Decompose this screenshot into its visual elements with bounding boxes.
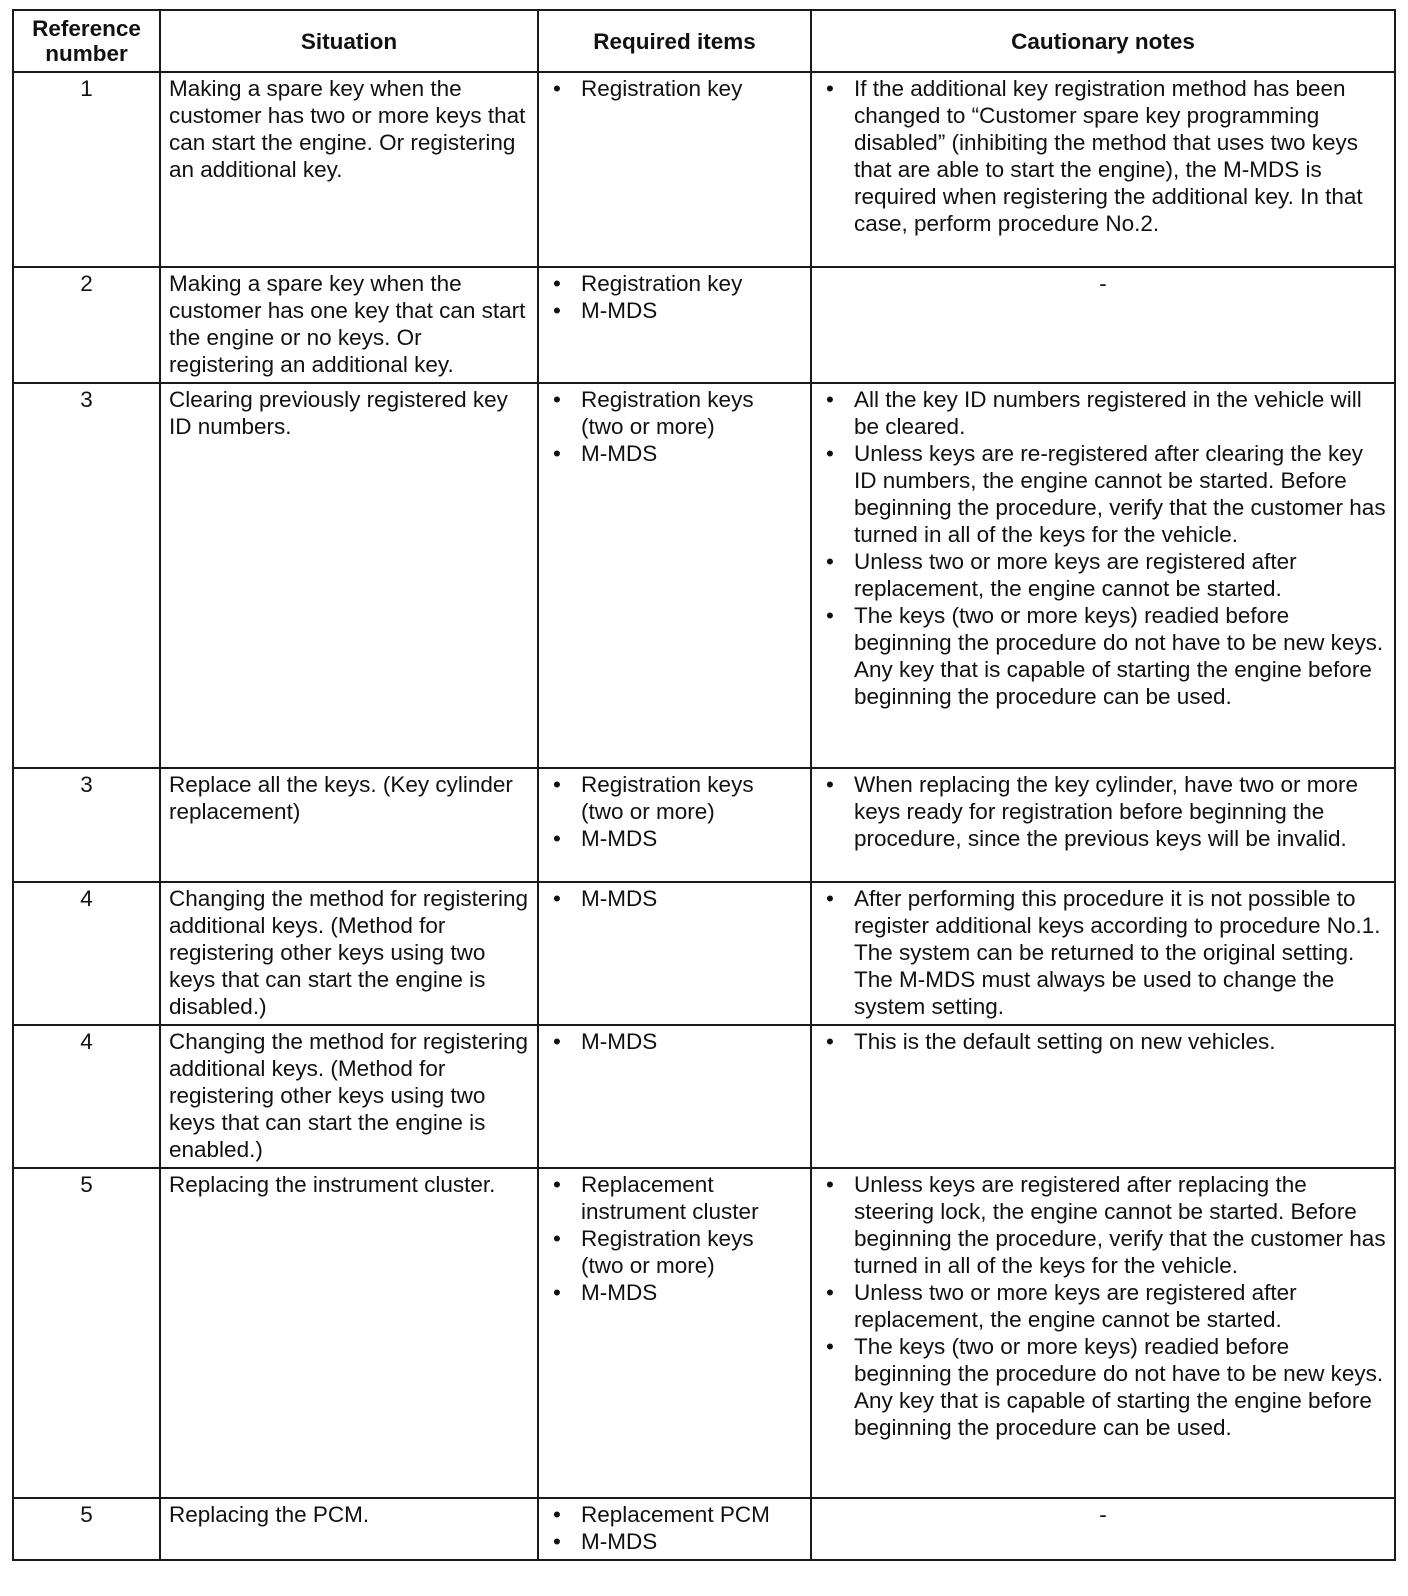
cautionary-notes-cell [811,1168,1395,1498]
situation-cell: Changing the method for registering additional keys. (Method for registering other keys using two keys that can start the engine is enabled.) [160,1025,538,1168]
list-item: • Unless two or more keys are registered after replacement, the engine cannot be started. [820,548,1386,602]
cautionary-notes-cell: - [811,267,1395,383]
situation-cell: Replacing the instrument cluster. [160,1168,538,1498]
list-item: • Unless keys are registered after replacing the steering lock, the engine cannot be started. Before beginning the procedure, verify that the customer has turned in all of the keys for the vehicle. [820,1171,1386,1279]
required-items-list [547,771,802,852]
list-item: • M-MDS [547,1528,802,1555]
list-item: • The keys (two or more keys) readied before beginning the procedure do not have to be new keys. Any key that is capable of starting the engine before beginning the procedure can be used. [820,1333,1386,1441]
reference-number-cell: 3 [13,768,160,882]
reference-number-cell: 5 [13,1498,160,1560]
required-items-cell [538,267,811,383]
situation-cell: Changing the method for registering additional keys. (Method for registering other keys using two keys that can start the engine is disabled.) [160,882,538,1025]
list-item: • If the additional key registration method has been changed to “Customer spare key programming disabled” (inhibiting the method that uses two keys that are able to start the engine), the M-MDS is required when registering the additional key. In that case, perform procedure No.2. [820,75,1386,237]
list-item: • Replacement instrument cluster [547,1171,802,1225]
list-item: • This is the default setting on new vehicles. [820,1028,1386,1055]
list-item: • M-MDS [547,885,802,912]
reference-number-cell: 4 [13,882,160,1025]
required-items-list [547,386,802,467]
table-row [13,1168,1395,1498]
required-items-list [547,270,802,324]
list-item: • After performing this procedure it is not possible to register additional keys according to procedure No.1. The system can be returned to the original setting. The M-MDS must always be used to change the system setting. [820,885,1386,1020]
required-items-list [547,1028,802,1055]
cautionary-notes-cell [811,882,1395,1025]
list-item: • Registration keys (two or more) [547,1225,802,1279]
table-row [13,1498,1395,1560]
list-item: • Registration key [547,75,802,102]
cautionary-notes-list [820,771,1386,852]
cautionary-notes-list [820,885,1386,1020]
list-item: • M-MDS [547,1028,802,1055]
table-row [13,267,1395,383]
list-item: • The keys (two or more keys) readied before beginning the procedure do not have to be new keys. Any key that is capable of starting the engine before beginning the procedure can be used. [820,602,1386,710]
table-header-row [13,10,1395,72]
cautionary-notes-cell [811,383,1395,768]
header-required-items: Required items [538,10,811,72]
cautionary-notes-cell: - [811,1498,1395,1560]
list-item: • M-MDS [547,825,802,852]
list-item: • Registration keys (two or more) [547,771,802,825]
required-items-list [547,1171,802,1306]
required-items-cell [538,1498,811,1560]
list-item: • All the key ID numbers registered in the vehicle will be cleared. [820,386,1386,440]
list-item: • Unless two or more keys are registered after replacement, the engine cannot be started. [820,1279,1386,1333]
cautionary-notes-cell [811,72,1395,267]
situation-cell: Replacing the PCM. [160,1498,538,1560]
cautionary-notes-list [820,1028,1386,1055]
cautionary-notes-list [820,75,1386,237]
required-items-cell [538,1025,811,1168]
situation-cell: Making a spare key when the customer has two or more keys that can start the engine. Or registering an additional key. [160,72,538,267]
table-row [13,1025,1395,1168]
reference-number-cell: 5 [13,1168,160,1498]
required-items-list [547,1501,802,1555]
header-reference-number: Reference number [13,10,160,72]
cautionary-notes-list [820,1171,1386,1441]
list-item: • M-MDS [547,440,802,467]
required-items-cell [538,383,811,768]
header-cautionary-notes: Cautionary notes [811,10,1395,72]
list-item: • When replacing the key cylinder, have two or more keys ready for registration before beginning the procedure, since the previous keys will be invalid. [820,771,1386,852]
header-situation: Situation [160,10,538,72]
cautionary-notes-cell [811,768,1395,882]
reference-number-cell: 4 [13,1025,160,1168]
table-body [13,72,1395,1560]
table-row [13,383,1395,768]
reference-number-cell: 3 [13,383,160,768]
required-items-cell [538,1168,811,1498]
list-item: • Registration keys (two or more) [547,386,802,440]
cautionary-notes-list [820,386,1386,710]
situation-cell: Clearing previously registered key ID numbers. [160,383,538,768]
required-items-cell [538,768,811,882]
list-item: • Registration key [547,270,802,297]
cautionary-notes-cell [811,1025,1395,1168]
list-item: • M-MDS [547,297,802,324]
list-item: • M-MDS [547,1279,802,1306]
list-item: • Replacement PCM [547,1501,802,1528]
reference-number-cell: 1 [13,72,160,267]
required-items-cell [538,882,811,1025]
situation-cell: Making a spare key when the customer has one key that can start the engine or no keys. Or registering an additional key. [160,267,538,383]
required-items-list [547,75,802,102]
table-row [13,72,1395,267]
list-item: • Unless keys are re-registered after clearing the key ID numbers, the engine cannot be started. Before beginning the procedure, verify that the customer has turned in all of the keys for the vehicle. [820,440,1386,548]
table-row [13,882,1395,1025]
situation-cell: Replace all the keys. (Key cylinder replacement) [160,768,538,882]
required-items-list [547,885,802,912]
table-row [13,768,1395,882]
required-items-cell [538,72,811,267]
reference-number-cell: 2 [13,267,160,383]
key-registration-table [12,9,1396,1561]
